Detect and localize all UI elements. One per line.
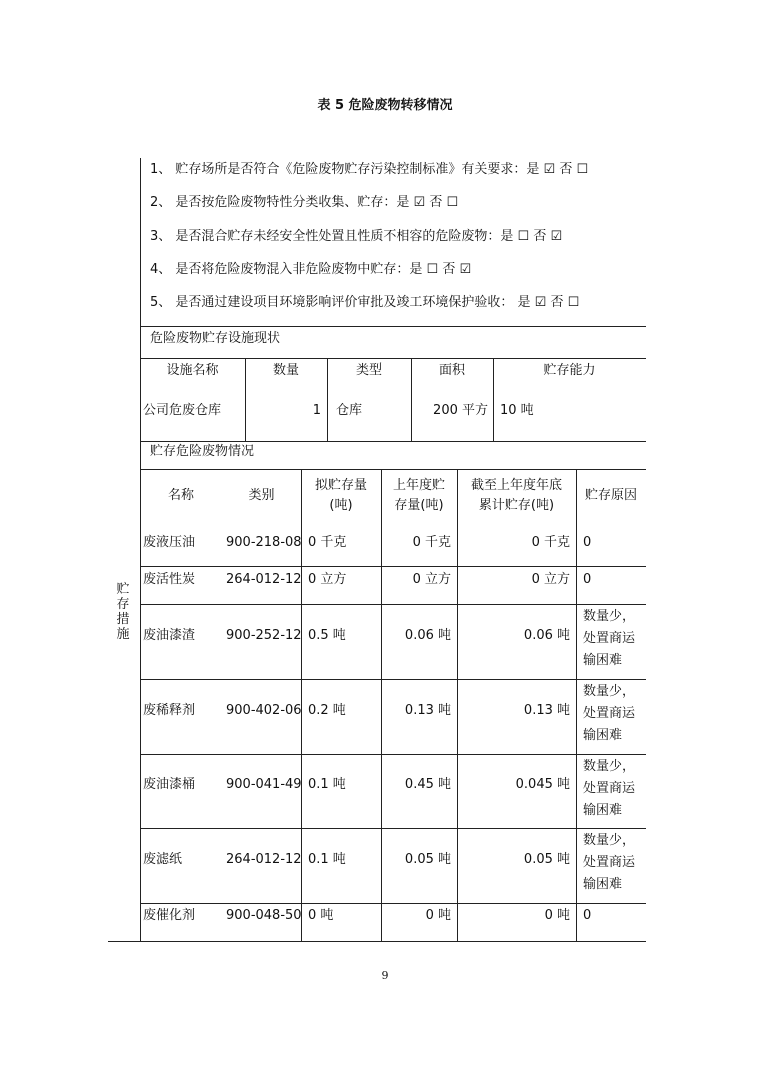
checklist-item-4: 4、 是否将危险废物混入非危险废物中贮存：是 ☐ 否 ☑ bbox=[150, 262, 472, 277]
facility-cell-type: 仓库 bbox=[336, 403, 363, 418]
waste-cell-planned: 0 千克 bbox=[308, 535, 347, 550]
waste-cell-cumulative: 0.13 吨 bbox=[523, 703, 570, 718]
waste-cell-cumulative: 0.05 吨 bbox=[523, 852, 570, 867]
waste-cell-last-year: 0.45 吨 bbox=[404, 777, 451, 792]
waste-cell-name: 废活性炭 bbox=[143, 572, 196, 587]
waste-header-category: 类别 bbox=[248, 488, 275, 503]
facility-header-capacity: 贮存能力 bbox=[543, 363, 596, 378]
waste-cell-name: 废液压油 bbox=[143, 535, 196, 550]
waste-col-divider bbox=[576, 469, 577, 941]
waste-cell-reason: 0 bbox=[583, 908, 592, 923]
side-label: 贮存措施 bbox=[116, 582, 130, 642]
facility-cell-name: 公司危废仓库 bbox=[143, 403, 222, 418]
side-column-divider bbox=[140, 158, 141, 941]
waste-cell-category: 900-252-12 bbox=[226, 628, 302, 643]
facility-cell-area: 200 平方 bbox=[433, 403, 488, 418]
waste-cell-name: 废油漆桶 bbox=[143, 777, 196, 792]
waste-row-rule bbox=[140, 903, 646, 904]
table-title: 表 5 危险废物转移情况 bbox=[317, 98, 453, 113]
waste-cell-reason: 0 bbox=[583, 535, 592, 550]
waste-row-rule bbox=[140, 566, 646, 567]
waste-cell-reason: 0 bbox=[583, 572, 592, 587]
waste-cell-planned: 0 立方 bbox=[308, 572, 347, 587]
waste-cell-reason: 数量少， 处置商运 输困难 bbox=[583, 759, 636, 818]
waste-cell-name: 废稀释剂 bbox=[143, 703, 196, 718]
facility-header-top-rule bbox=[140, 358, 646, 359]
waste-cell-category: 900-048-50 bbox=[226, 908, 302, 923]
waste-cell-cumulative: 0.045 吨 bbox=[515, 777, 570, 792]
waste-cell-planned: 0.5 吨 bbox=[308, 628, 346, 643]
waste-cell-name: 废滤纸 bbox=[143, 852, 183, 867]
facility-section-title: 危险废物贮存设施现状 bbox=[150, 331, 281, 346]
waste-cell-category: 900-041-49 bbox=[226, 777, 302, 792]
waste-cell-planned: 0.1 吨 bbox=[308, 852, 346, 867]
waste-cell-name: 废油漆渣 bbox=[143, 628, 196, 643]
page-number: 9 bbox=[381, 969, 389, 982]
checklist-item-1: 1、 贮存场所是否符合《危险废物贮存污染控制标准》有关要求：是 ☑ 否 ☐ bbox=[150, 162, 589, 177]
waste-cell-reason: 数量少， 处置商运 输困难 bbox=[583, 609, 636, 668]
waste-cell-planned: 0.2 吨 bbox=[308, 703, 346, 718]
facility-header-area: 面积 bbox=[438, 363, 465, 378]
waste-header-planned: 拟贮存量 (吨) bbox=[314, 478, 367, 513]
waste-header-last-year: 上年度贮 存量(吨) bbox=[392, 478, 445, 513]
facility-header-count: 数量 bbox=[272, 363, 299, 378]
waste-section-title: 贮存危险废物情况 bbox=[150, 444, 255, 459]
waste-cell-last-year: 0 千克 bbox=[412, 535, 451, 550]
waste-cell-last-year: 0.05 吨 bbox=[404, 852, 451, 867]
facility-header-type: 类型 bbox=[355, 363, 382, 378]
checklist-item-2: 2、 是否按危险废物特性分类收集、贮存：是 ☑ 否 ☐ bbox=[150, 195, 459, 210]
waste-cell-reason: 数量少， 处置商运 输困难 bbox=[583, 833, 636, 892]
waste-cell-category: 264-012-12 bbox=[226, 852, 302, 867]
waste-row-rule bbox=[140, 679, 646, 680]
waste-cell-name: 废催化剂 bbox=[143, 908, 196, 923]
waste-cell-last-year: 0 立方 bbox=[412, 572, 451, 587]
waste-cell-category: 264-012-12 bbox=[226, 572, 302, 587]
waste-header-reason: 贮存原因 bbox=[584, 488, 637, 503]
facility-bottom-rule bbox=[140, 441, 646, 442]
waste-cell-planned: 0.1 吨 bbox=[308, 777, 346, 792]
facility-cell-count: 1 bbox=[312, 403, 321, 418]
waste-cell-cumulative: 0 千克 bbox=[531, 535, 570, 550]
table-bottom-rule bbox=[108, 941, 646, 942]
waste-cell-cumulative: 0 吨 bbox=[544, 908, 570, 923]
waste-cell-last-year: 0 吨 bbox=[425, 908, 451, 923]
waste-cell-last-year: 0.06 吨 bbox=[404, 628, 451, 643]
waste-row-rule bbox=[140, 754, 646, 755]
waste-header-name: 名称 bbox=[167, 488, 194, 503]
waste-cell-last-year: 0.13 吨 bbox=[404, 703, 451, 718]
facility-cell-capacity: 10 吨 bbox=[500, 403, 534, 418]
waste-header-top-rule bbox=[140, 469, 646, 470]
waste-cell-cumulative: 0 立方 bbox=[531, 572, 570, 587]
checklist-item-3: 3、 是否混合贮存未经安全性处置且性质不相容的危险废物：是 ☐ 否 ☑ bbox=[150, 229, 563, 244]
waste-row-rule bbox=[140, 828, 646, 829]
waste-cell-reason: 数量少， 处置商运 输困难 bbox=[583, 684, 636, 743]
waste-cell-category: 900-402-06 bbox=[226, 703, 302, 718]
waste-cell-cumulative: 0.06 吨 bbox=[523, 628, 570, 643]
waste-cell-category: 900-218-08 bbox=[226, 535, 302, 550]
facility-header-name: 设施名称 bbox=[166, 363, 219, 378]
waste-row-rule bbox=[140, 604, 646, 605]
waste-cell-planned: 0 吨 bbox=[308, 908, 334, 923]
waste-header-cumulative: 截至上年度年底 累计贮存(吨) bbox=[470, 478, 562, 513]
checklist-item-5: 5、 是否通过建设项目环境影响评价审批及竣工环境保护验收： 是 ☑ 否 ☐ bbox=[150, 295, 580, 310]
checklist-bottom-rule bbox=[140, 326, 646, 327]
